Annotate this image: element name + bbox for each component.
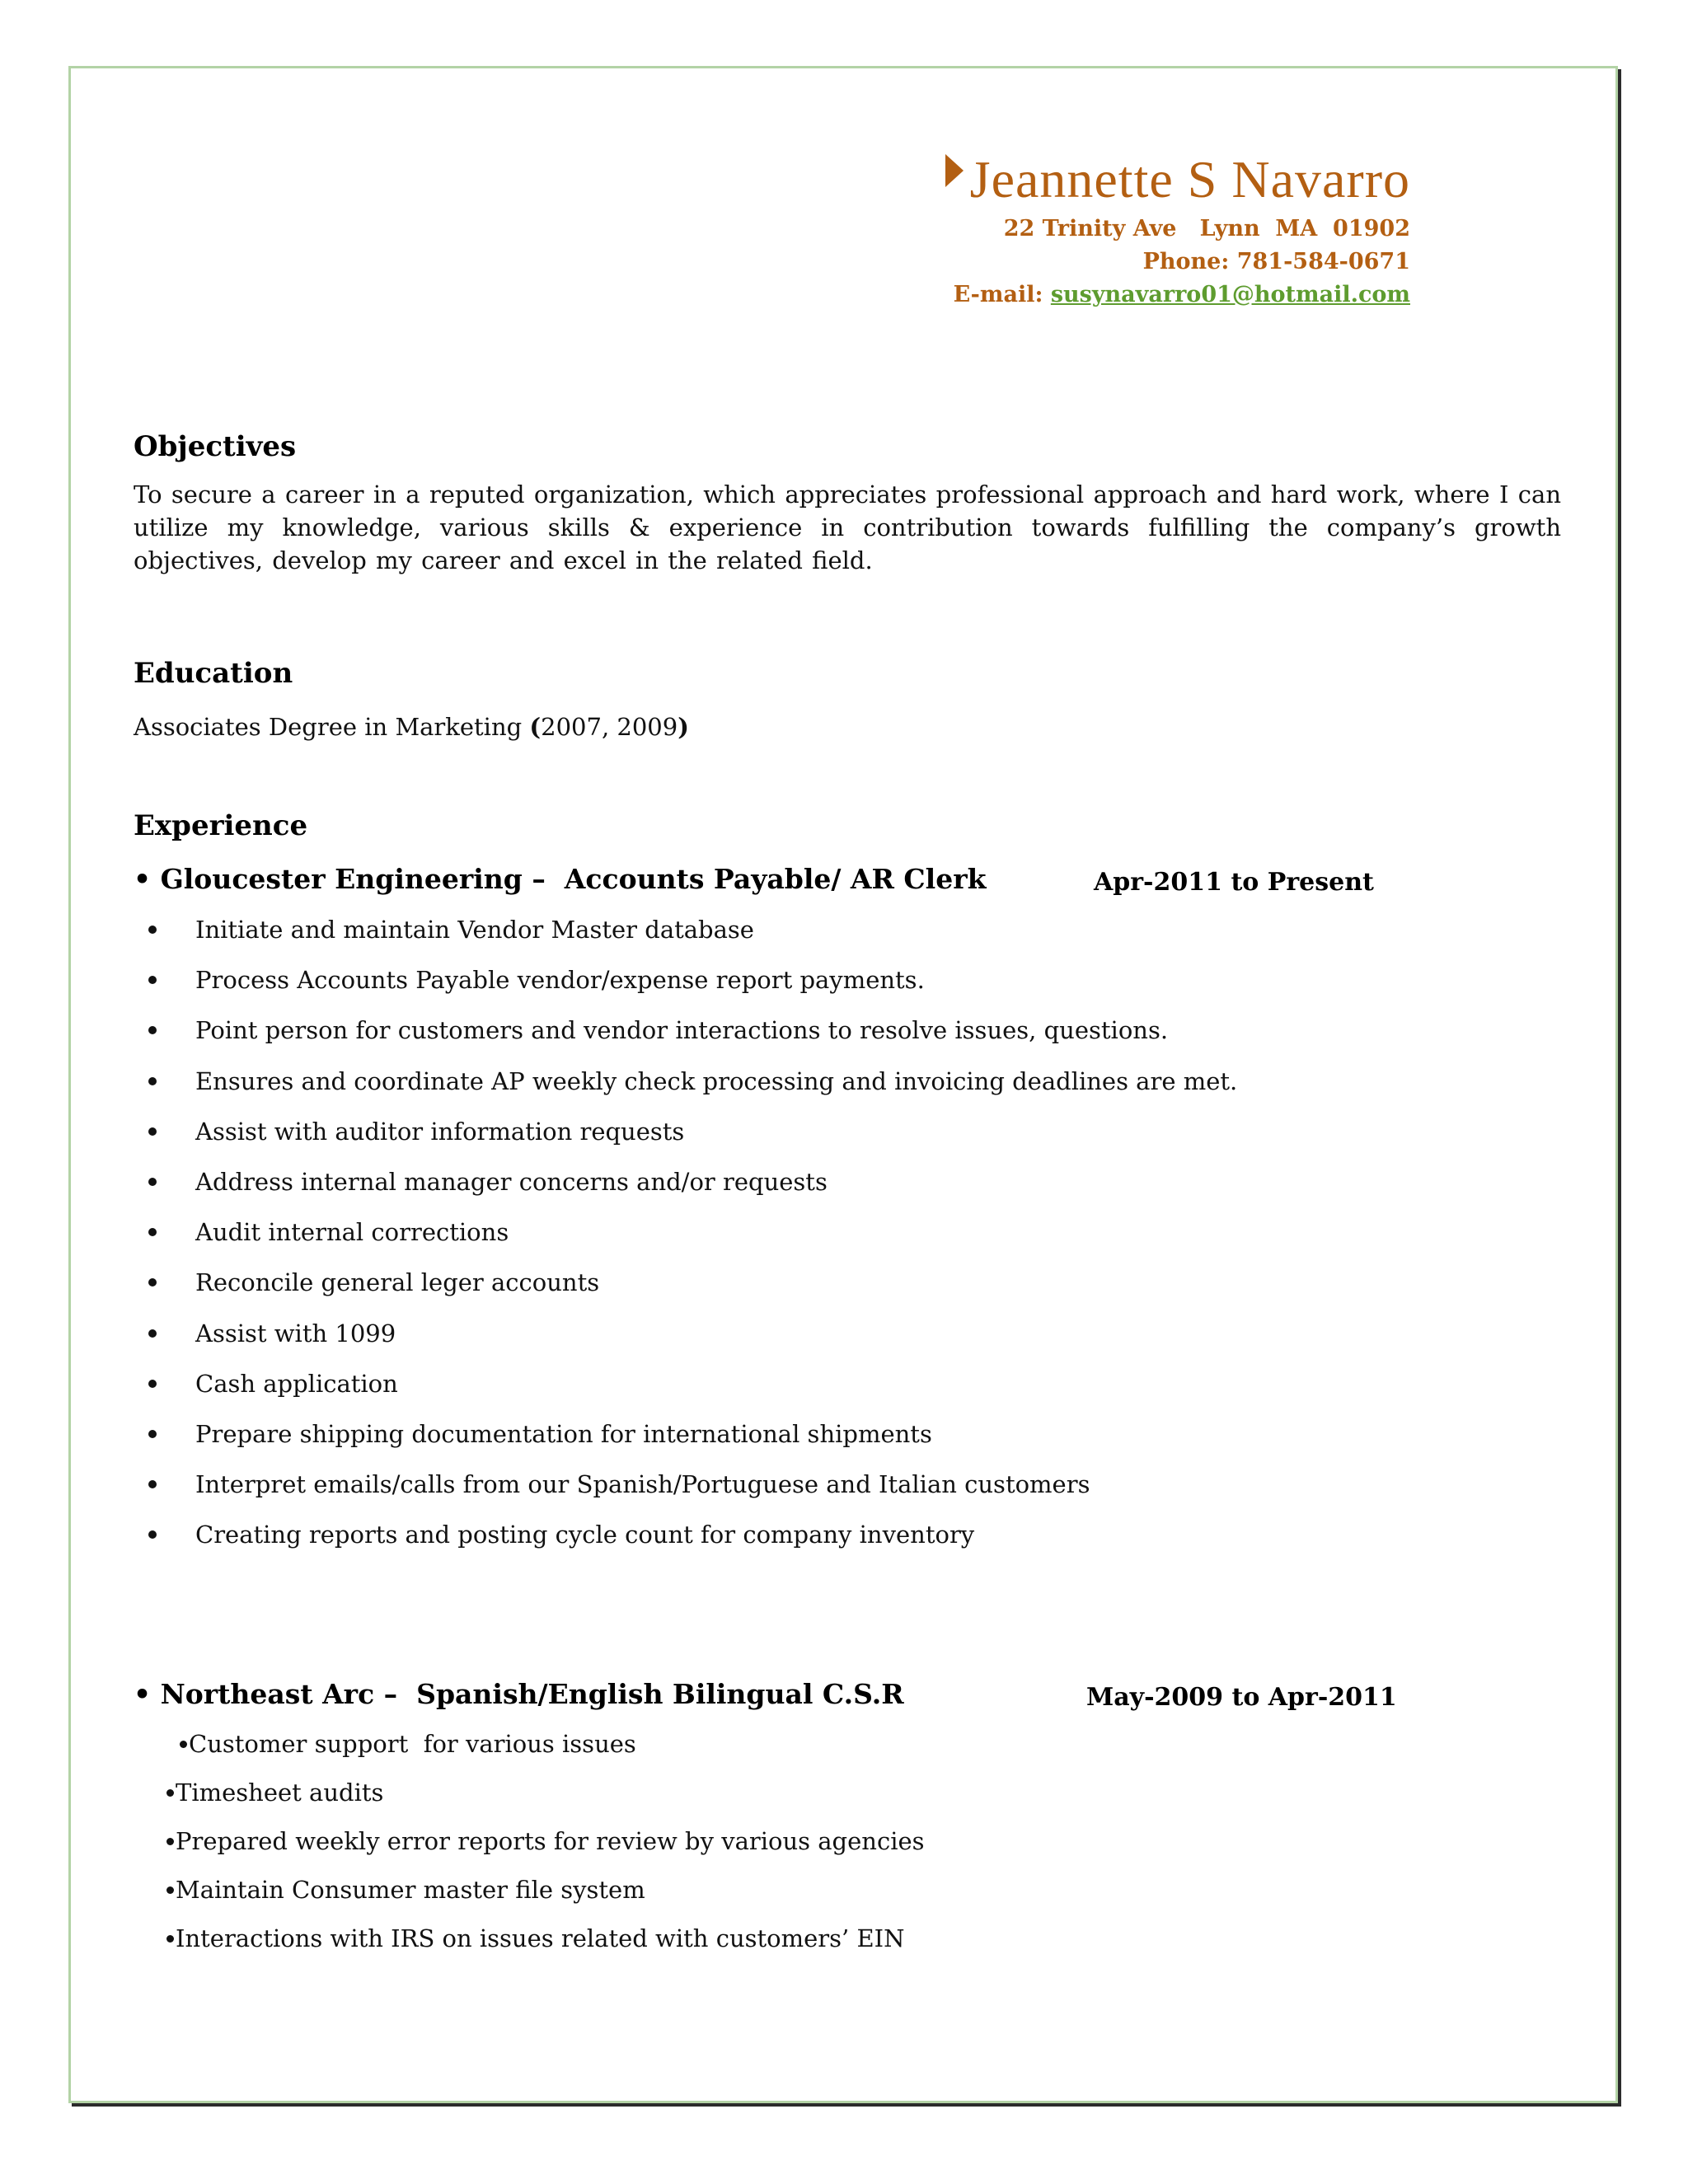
education-years: 2007, 2009	[541, 713, 678, 741]
triangle-bullet-icon	[945, 154, 964, 187]
job-title: Gloucester Engineering – Accounts Payable/ AR Clerk	[160, 863, 987, 895]
bullet-icon	[166, 1935, 174, 1943]
duty-text: Customer support for various issues	[189, 1730, 636, 1758]
job-heading-1	[134, 863, 986, 895]
list-item	[142, 1468, 1237, 1518]
duty-text: Prepared weekly error reports for review by various agencies	[176, 1827, 925, 1855]
email-label: E-mail:	[953, 282, 1051, 307]
phone: Phone: 781-584-0671	[1142, 249, 1410, 274]
job-bullet: •	[134, 863, 152, 895]
duty-text: Interactions with IRS on issues related with customers’ EIN	[176, 1924, 905, 1952]
list-item	[142, 1418, 1237, 1468]
duty-text: Assist with auditor information requests	[195, 1117, 685, 1146]
bullet-icon	[148, 1127, 157, 1136]
job-1-duties	[142, 913, 1237, 1568]
duty-text: Reconcile general leger accounts	[195, 1268, 600, 1297]
duty-text: Interpret emails/calls from our Spanish/Portuguese and Italian customers	[195, 1470, 1090, 1499]
education-close-paren: )	[678, 713, 689, 741]
bullet-icon	[148, 1329, 157, 1338]
job-dates-1: Apr-2011 to Present	[1094, 868, 1374, 897]
list-item	[142, 1317, 1237, 1367]
education-entry	[134, 710, 689, 743]
duty-text: Ensures and coordinate AP weekly check processing and invoicing deadlines are met.	[195, 1066, 1238, 1095]
duty-text: Cash application	[195, 1369, 398, 1398]
list-item	[142, 1014, 1237, 1064]
bullet-icon	[148, 1430, 157, 1438]
applicant-name	[945, 147, 1410, 213]
list-item	[166, 1727, 925, 1776]
job-2-duties	[166, 1727, 925, 1971]
job-bullet: •	[134, 1678, 152, 1710]
duty-text: Timesheet audits	[176, 1779, 384, 1807]
list-item	[142, 1165, 1237, 1216]
list-item	[142, 1115, 1237, 1165]
bullet-icon	[148, 1077, 157, 1085]
email-line	[945, 279, 1410, 312]
job-heading-2	[134, 1678, 904, 1710]
bullet-icon	[148, 1228, 157, 1236]
job-title: Northeast Arc – Spanish/English Bilingual C.S.R	[160, 1678, 904, 1710]
duty-text: Assist with 1099	[195, 1319, 396, 1347]
education-degree: Associates Degree in Marketing	[134, 713, 530, 741]
education-heading: Education	[134, 657, 293, 690]
bullet-icon	[166, 1838, 174, 1845]
address: 22 Trinity Ave Lynn MA 01902	[1003, 216, 1410, 241]
list-item	[142, 1065, 1237, 1115]
bullet-icon	[148, 1026, 157, 1034]
bullet-icon	[148, 1480, 157, 1488]
duty-text: Audit internal corrections	[195, 1218, 509, 1247]
list-item	[142, 1518, 1237, 1568]
duty-text: Maintain Consumer master file system	[176, 1876, 645, 1904]
applicant-name-text: Jeannette S Navarro	[969, 150, 1410, 209]
list-item	[142, 1367, 1237, 1418]
bullet-icon	[148, 1530, 157, 1539]
duty-text: Point person for customers and vendor interactions to resolve issues, questions.	[195, 1016, 1169, 1045]
list-item	[142, 1216, 1237, 1266]
list-item	[166, 1873, 925, 1922]
bullet-icon	[148, 1380, 157, 1388]
list-item	[142, 963, 1237, 1014]
bullet-icon	[166, 1789, 174, 1797]
duty-text: Address internal manager concerns and/or requests	[195, 1167, 828, 1196]
objectives-text: To secure a career in a reputed organization, which appreciates professional approach and hard work, where I can utilize my knowledge, various skills & experience in contribution towards fulfilling the company’s growth objectives, develop my career and excel in the related field.	[134, 480, 1561, 574]
list-item	[166, 1776, 925, 1825]
bullet-icon	[148, 1278, 157, 1286]
list-item	[166, 1825, 925, 1873]
duty-text: Creating reports and posting cycle count for company inventory	[195, 1521, 975, 1549]
education-open-paren: (	[529, 713, 542, 741]
resume-header	[945, 147, 1410, 312]
objectives-heading: Objectives	[134, 430, 297, 463]
bullet-icon	[166, 1886, 174, 1894]
list-item	[142, 1266, 1237, 1316]
bullet-icon	[148, 976, 157, 984]
list-item	[166, 1922, 925, 1971]
duty-text: Process Accounts Payable vendor/expense report payments.	[195, 966, 925, 995]
list-item	[142, 913, 1237, 963]
duty-text: Initiate and maintain Vendor Master database	[195, 916, 754, 944]
duty-text: Prepare shipping documentation for international shipments	[195, 1419, 932, 1448]
bullet-icon	[148, 1178, 157, 1186]
job-dates-2: May-2009 to Apr-2011	[1086, 1683, 1397, 1712]
experience-heading: Experience	[134, 809, 308, 842]
email-link[interactable]: susynavarro01@hotmail.com	[1050, 282, 1410, 307]
bullet-icon	[148, 926, 157, 934]
bullet-icon	[180, 1741, 187, 1748]
